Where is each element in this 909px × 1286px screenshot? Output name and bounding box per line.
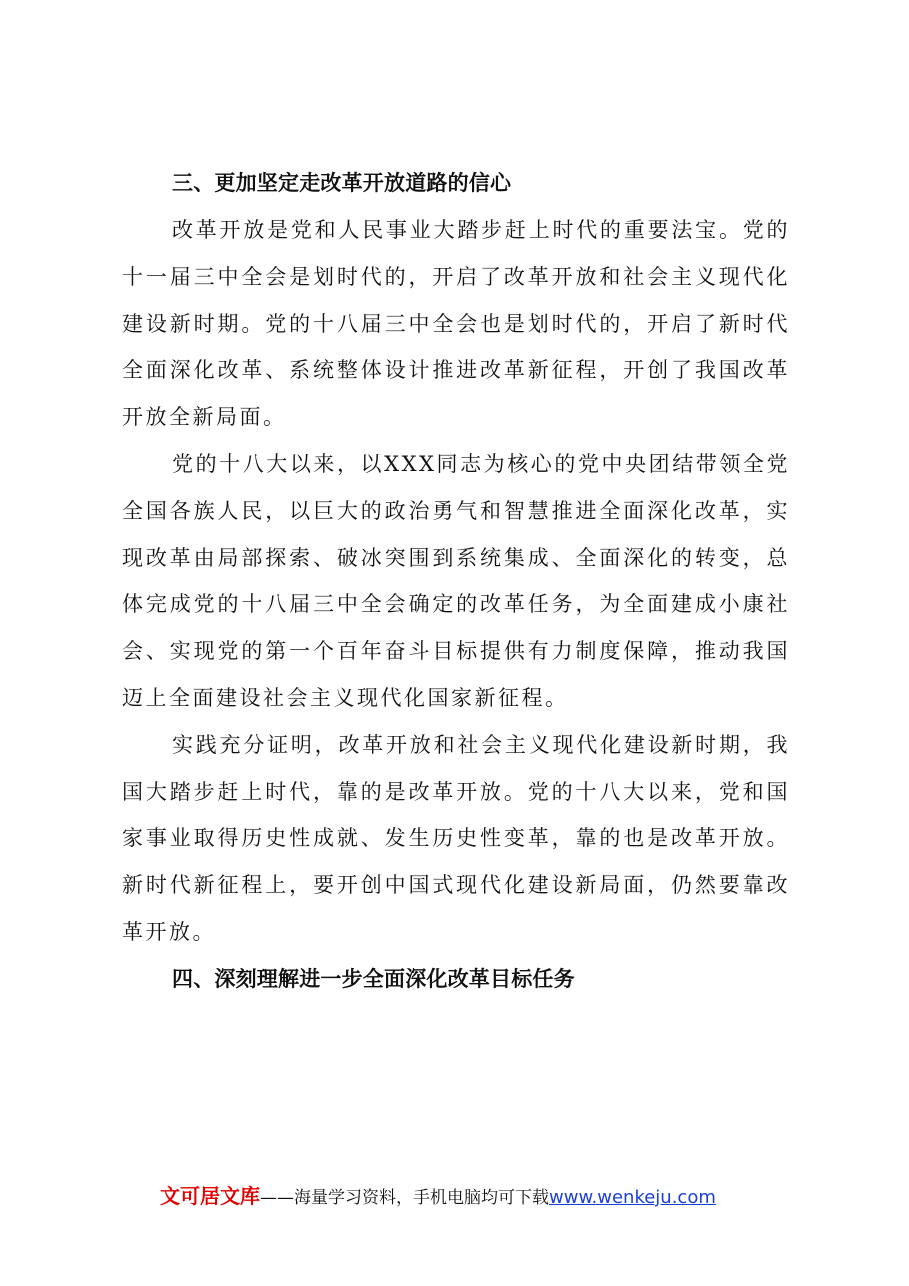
paragraph-3: 实践充分证明，改革开放和社会主义现代化建设新时期，我国大踏步赶上时代，靠的是改革开放。党的十八大以来，党和国家事业取得历史性成就、发生历史性变革，靠的也是改革开放。新时代新征程上，要开创中国式现代化建设新局面，仍然要靠改革开放。	[122, 732, 790, 944]
footer-brand: 文可居文库	[160, 1184, 260, 1208]
footer-site-link[interactable]: www.wenkeju.com	[549, 1187, 716, 1208]
footer-tagline: ——海量学习资料，手机电脑均可下载	[260, 1188, 549, 1208]
paragraph-2: 党的十八大以来，以XXX同志为核心的党中央团结带领全党全国各族人民，以巨大的政治勇气和智慧推进全面深化改革，实现改革由局部探索、破冰突围到系统集成、全面深化的转变，总体完成党的十八届三中全会确定的改革任务，为全面建成小康社会、实现党的第一个百年奋斗目标提供有力制度保障，推动我国迈上全面建设社会主义现代化国家新征程。	[122, 451, 790, 710]
section-heading-3: 三、更加坚定走改革开放道路的信心	[172, 171, 512, 195]
section-heading-4: 四、深刻理解进一步全面深化改革目标任务	[172, 966, 575, 991]
paragraph-1: 改革开放是党和人民事业大踏步赶上时代的重要法宝。党的十一届三中全会是划时代的，开启了改革开放和社会主义现代化建设新时期。党的十八届三中全会也是划时代的，开启了新时代全面深化改革、系统整体设计推进改革新征程，开创了我国改革开放全新局面。	[122, 218, 790, 430]
footer-banner	[160, 1182, 800, 1212]
document-body	[122, 160, 790, 1003]
